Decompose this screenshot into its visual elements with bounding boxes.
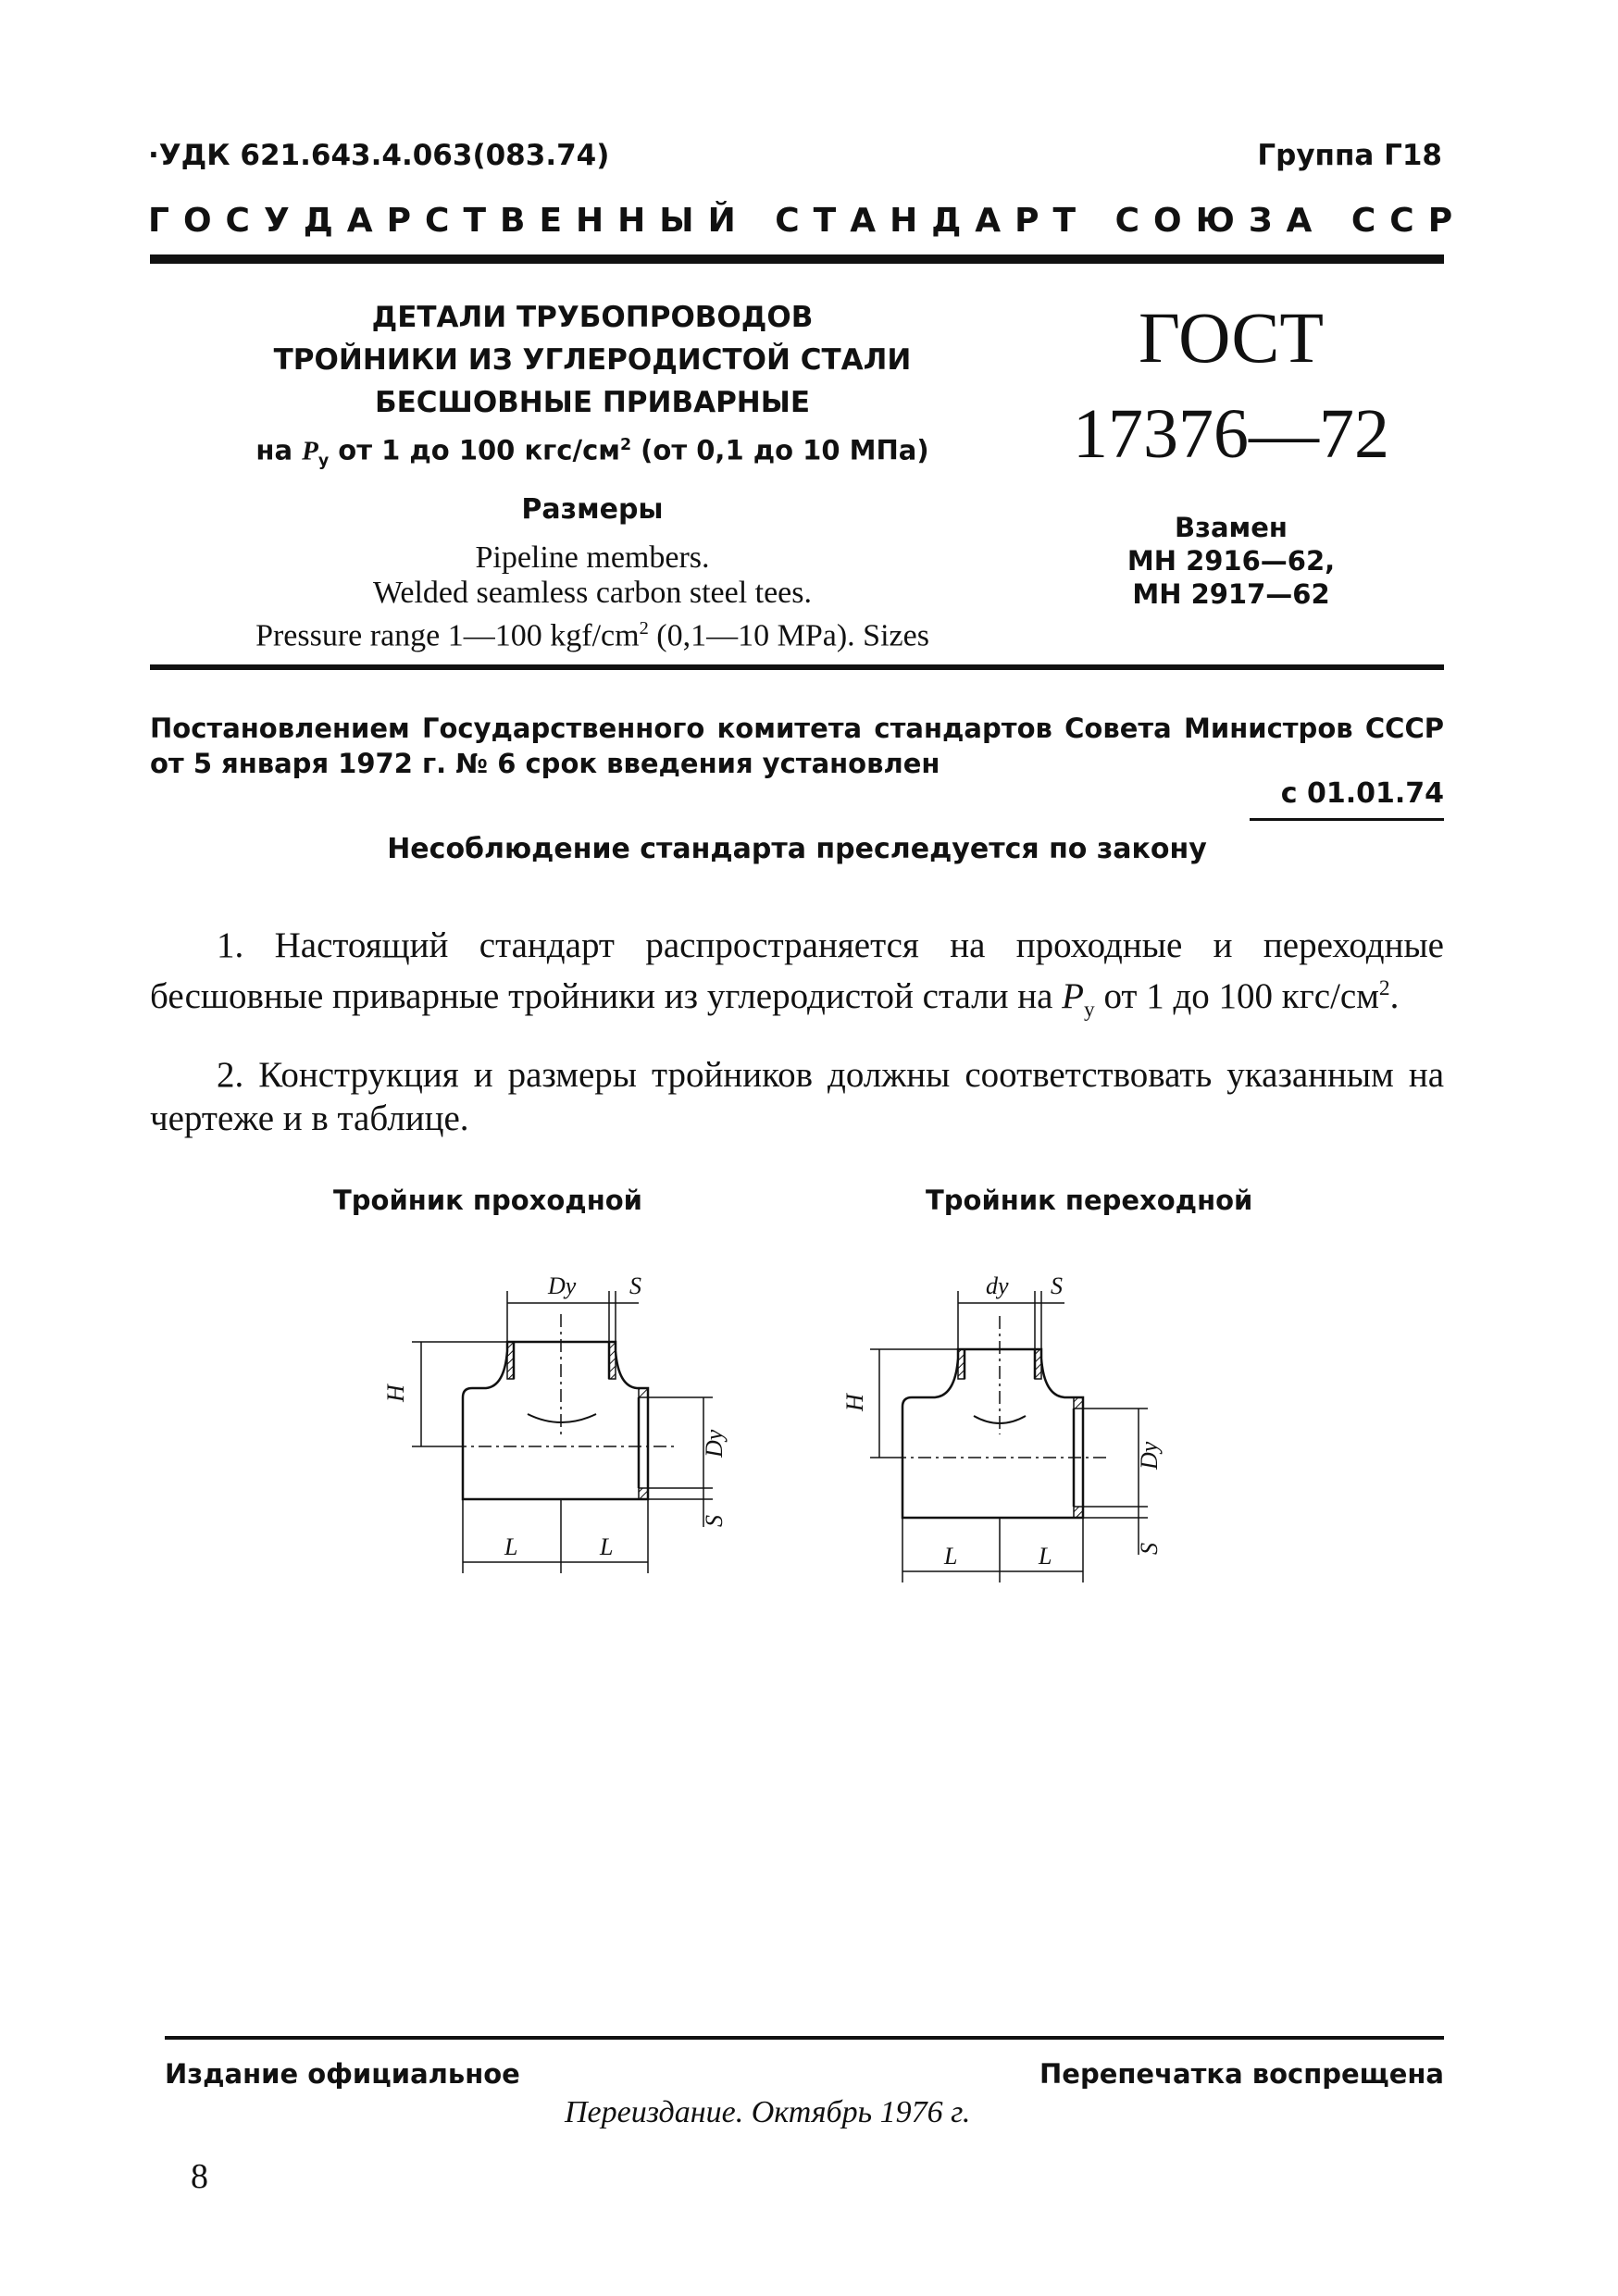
- fig2-side-dim-label: Dy: [1136, 1441, 1163, 1470]
- replaces-label: Взамен: [1175, 512, 1288, 543]
- fig1-side-dim-label: Dy: [701, 1429, 728, 1458]
- title-divider: [150, 664, 1444, 670]
- fig1-l2-label: L: [600, 1533, 614, 1560]
- replaces-item-1: МН 2916—62,: [1126, 545, 1336, 577]
- title-line-1: ДЕТАЛИ ТРУБОПРОВОДОВ: [371, 301, 814, 334]
- official-edition: Издание официальное: [165, 2058, 520, 2090]
- title-line-3: БЕСШОВНЫЕ ПРИВАРНЫЕ: [374, 386, 811, 419]
- title-line-4: на $P_у$ от 1 до 100 кгс/$см^2$ (от 0,1 до 10 МПа): [255, 434, 929, 471]
- paragraph-1: 1. Настоящий стандарт распространяется на проходные и переходные бесшовные приварные тройники из углеродистой стали на $P_у$ от 1 до 100 кгс/$см^2$.: [150, 925, 1444, 1022]
- fig1-s-label: S: [629, 1272, 641, 1299]
- replaces-block: [1064, 511, 1398, 611]
- fig1-h-label: H: [382, 1384, 409, 1402]
- fig1-top-dim-label: Dy: [548, 1272, 577, 1299]
- footer-divider: [165, 2036, 1444, 2040]
- gost-block: [1064, 296, 1398, 476]
- group-code: Группа Г18: [1257, 139, 1442, 172]
- fig2-h-label: H: [841, 1394, 868, 1411]
- straight-tee-drawing: [370, 1249, 759, 1601]
- figure-caption-straight-tee: Тройник проходной: [333, 1185, 642, 1216]
- gost-word: ГОСТ: [1138, 297, 1325, 378]
- fig1-s-side-label: S: [701, 1515, 728, 1527]
- english-line-1: Pipeline members.: [475, 540, 710, 576]
- state-standard-banner: ГОСУДАРСТВЕННЫЙ СТАНДАРТ СОЮЗА ССР: [148, 202, 1467, 240]
- udk-code: ·УДК 621.643.4.063(083.74): [148, 139, 610, 172]
- english-line-3: Pressure range 1—100 kgf/$cm^2$ (0,1—10 MPa). Sizes: [255, 618, 929, 653]
- figure-caption-reducing-tee: Тройник переходной: [926, 1185, 1253, 1216]
- effective-date: с 01.01.74: [1280, 777, 1444, 810]
- header-divider: [150, 254, 1444, 264]
- decree-text: Постановлением Государственного комитета стандартов Совета Министров СССР от 5 января 1972 г. № 6 срок введения установлен: [150, 713, 1444, 779]
- fig2-s-side-label: S: [1136, 1543, 1163, 1555]
- title-line-2: ТРОЙНИКИ ИЗ УГЛЕРОДИСТОЙ СТАЛИ: [273, 343, 912, 377]
- title-sizes: Размеры: [521, 493, 664, 527]
- date-underline: [1250, 818, 1444, 821]
- replaces-item-2: МН 2917—62: [1132, 578, 1330, 610]
- legal-warning: Несоблюдение стандарта преследуется по закону: [387, 833, 1207, 865]
- english-line-2: Welded seamless carbon steel tees.: [372, 576, 813, 611]
- paragraph-2: 2. Конструкция и размеры тройников должны соответствовать указанным на чертеже и в таблице.: [150, 1055, 1444, 1138]
- fig1-l1-label: L: [504, 1533, 518, 1560]
- reducing-tee-drawing: [833, 1249, 1222, 1601]
- title-block: [167, 296, 1018, 654]
- gost-number: 17376—72: [1073, 395, 1389, 473]
- fig2-top-dim-label: dy: [986, 1272, 1009, 1299]
- page-number: 8: [191, 2157, 208, 2196]
- fig2-l1-label: L: [944, 1543, 958, 1570]
- reissue-note: Переиздание. Октябрь 1976 г.: [565, 2095, 971, 2129]
- english-title: [167, 540, 1018, 653]
- fig2-s-label: S: [1051, 1272, 1063, 1299]
- fig2-l2-label: L: [1039, 1543, 1052, 1570]
- reprint-prohibited: Перепечатка воспрещена: [1039, 2058, 1444, 2090]
